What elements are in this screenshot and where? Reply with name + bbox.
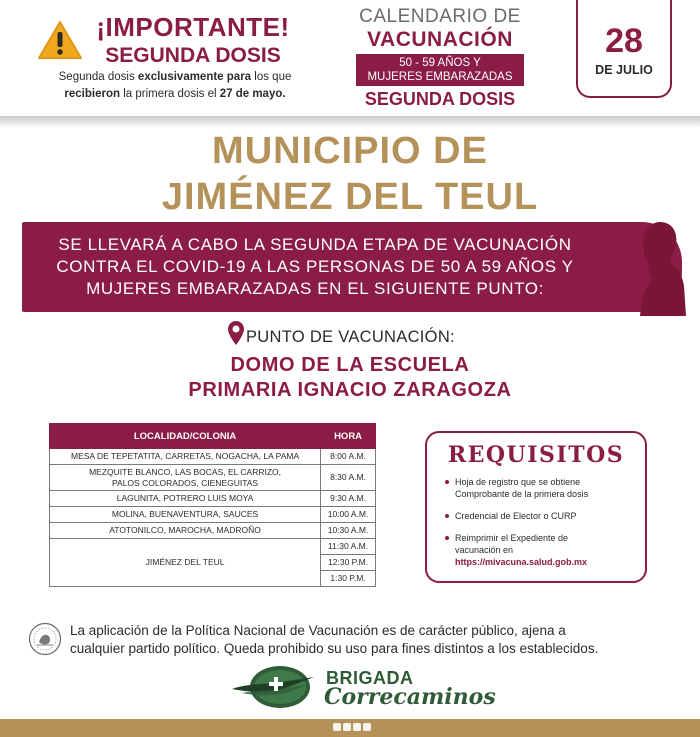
table-row xyxy=(50,449,376,465)
requirement-3-line-2: vacunación en xyxy=(455,545,514,555)
time-cell: 10:00 A.M. xyxy=(321,507,376,523)
desc-text-2: los que xyxy=(251,71,292,83)
time-cell: 12:30 P.M. xyxy=(321,555,376,571)
brand-name: Correcaminos xyxy=(324,684,496,710)
locality-cell xyxy=(50,465,321,491)
column-header-time: HORA xyxy=(321,424,376,449)
time-cell: 8:00 A.M. xyxy=(321,449,376,465)
date-card xyxy=(576,0,672,98)
age-group-band xyxy=(356,54,524,86)
desc-text-1: Segunda dosis xyxy=(58,71,138,83)
instagram-icon[interactable] xyxy=(363,723,371,731)
municipality-title xyxy=(0,128,700,220)
band-line-1: 50 - 59 AÑOS Y xyxy=(399,57,481,69)
calendar-line-2: VACUNACIÓN xyxy=(367,28,513,51)
table-row xyxy=(50,491,376,507)
municipality-line-2: JIMÉNEZ DEL TEUL xyxy=(161,176,539,218)
list-item xyxy=(445,532,640,568)
time-cell: 1:30 P.M. xyxy=(321,571,376,587)
place-line-1: DOMO DE LA ESCUELA xyxy=(230,354,470,376)
banner-text xyxy=(30,234,600,300)
important-title: ¡IMPORTANTE! xyxy=(96,12,290,42)
place-line-2: PRIMARIA IGNACIO ZARAGOZA xyxy=(188,379,512,401)
brigada-correcaminos-logo-icon xyxy=(228,663,320,711)
header xyxy=(0,0,700,118)
date-day: 28 xyxy=(605,22,643,60)
requirements-title: REQUISITOS xyxy=(447,442,625,468)
header-divider xyxy=(0,116,700,128)
table-row xyxy=(50,507,376,523)
desc-bold-3: 27 de mayo. xyxy=(219,88,286,100)
time-cell: 11:30 A.M. xyxy=(321,539,376,555)
table-row xyxy=(50,539,376,555)
requirements-box xyxy=(425,431,647,583)
woman-silhouette-icon xyxy=(630,216,690,316)
column-header-locality: LOCALIDAD/COLONIA xyxy=(50,424,321,449)
facebook-icon[interactable] xyxy=(333,723,341,731)
time-cell: 10:30 A.M. xyxy=(321,523,376,539)
requirement-2: Credencial de Elector o CURP xyxy=(455,511,577,521)
vaccine-site-link[interactable]: https://mivacuna.salud.gob.mx xyxy=(455,557,588,567)
requirement-3-line-1: Reimprimir el Expediente de xyxy=(455,533,569,543)
national-seal-icon xyxy=(28,622,62,656)
requirement-1-line-2: Comprobante de la primera dosis xyxy=(455,489,589,499)
youtube-icon[interactable] xyxy=(353,723,361,731)
locality-cell: JIMÉNEZ DEL TEUL xyxy=(50,539,321,587)
locality-cell: MESA DE TEPETATITA, CARRETAS, NOGACHA, LA PAMA xyxy=(50,449,321,465)
requirements-list xyxy=(445,476,640,578)
table-row xyxy=(50,465,376,491)
requirement-1-line-1: Hoja de registro que se obtiene xyxy=(455,477,581,487)
banner-line-1: SE LLEVARÁ A CABO LA SEGUNDA ETAPA DE VACUNACIÓN xyxy=(58,235,572,254)
list-item xyxy=(445,510,640,522)
legal-disclaimer xyxy=(70,622,670,658)
time-cell: 8:30 A.M. xyxy=(321,465,376,491)
location-pin-icon xyxy=(227,320,245,346)
brand-word: BRIGADA xyxy=(326,668,414,688)
vaccination-point-label: PUNTO DE VACUNACIÓN: xyxy=(246,328,455,346)
calendar-line-3: SEGUNDA DOSIS xyxy=(364,89,516,109)
municipality-line-1: MUNICIPIO DE xyxy=(212,130,488,172)
social-icons xyxy=(333,723,371,731)
desc-text-3: la primera dosis el xyxy=(120,88,220,100)
locality-cell: LAGUNITA, POTRERO LUIS MOYA xyxy=(50,491,321,507)
locality-line-1: MEZQUITE BLANCO, LAS BOCAS, EL CARRIZO, xyxy=(89,466,282,477)
important-subtitle: SEGUNDA DOSIS xyxy=(105,44,281,67)
locality-line-2: PALOS COLORADOS, CIENEGUITAS xyxy=(112,477,259,488)
list-item xyxy=(445,476,640,500)
locality-cell: MOLINA, BUENAVENTURA, SAUCES xyxy=(50,507,321,523)
calendar-line-1: CALENDARIO DE xyxy=(359,6,521,27)
warning-icon xyxy=(38,20,82,60)
banner-line-3: MUJERES EMBARAZADAS EN EL SIGUIENTE PUNTO: xyxy=(86,279,544,298)
locality-cell: ATOTONILCO, MAROCHA, MADROÑO xyxy=(50,523,321,539)
important-description xyxy=(30,69,320,103)
legal-line-2: cualquier partido político. Queda prohibido su uso para fines distintos a los establecidos. xyxy=(70,641,599,656)
desc-bold-2: recibieron xyxy=(64,88,121,100)
table-header-row xyxy=(50,424,376,449)
announcement-banner xyxy=(0,222,700,312)
table-row xyxy=(50,523,376,539)
legal-line-1: La aplicación de la Política Nacional de Vacunación es de carácter público, ajena a xyxy=(70,623,566,638)
desc-bold-1: exclusivamente para xyxy=(137,71,252,83)
calendar-title-block xyxy=(340,6,540,114)
twitter-icon[interactable] xyxy=(343,723,351,731)
vaccination-point-place xyxy=(0,353,700,403)
schedule-table xyxy=(49,423,376,587)
time-cell: 9:30 A.M. xyxy=(321,491,376,507)
band-line-2: MUJERES EMBARAZADAS xyxy=(367,71,513,83)
date-month: DE JULIO xyxy=(595,63,653,77)
banner-line-2: CONTRA EL COVID-19 A LAS PERSONAS DE 50 A 59 AÑOS Y xyxy=(56,257,574,276)
